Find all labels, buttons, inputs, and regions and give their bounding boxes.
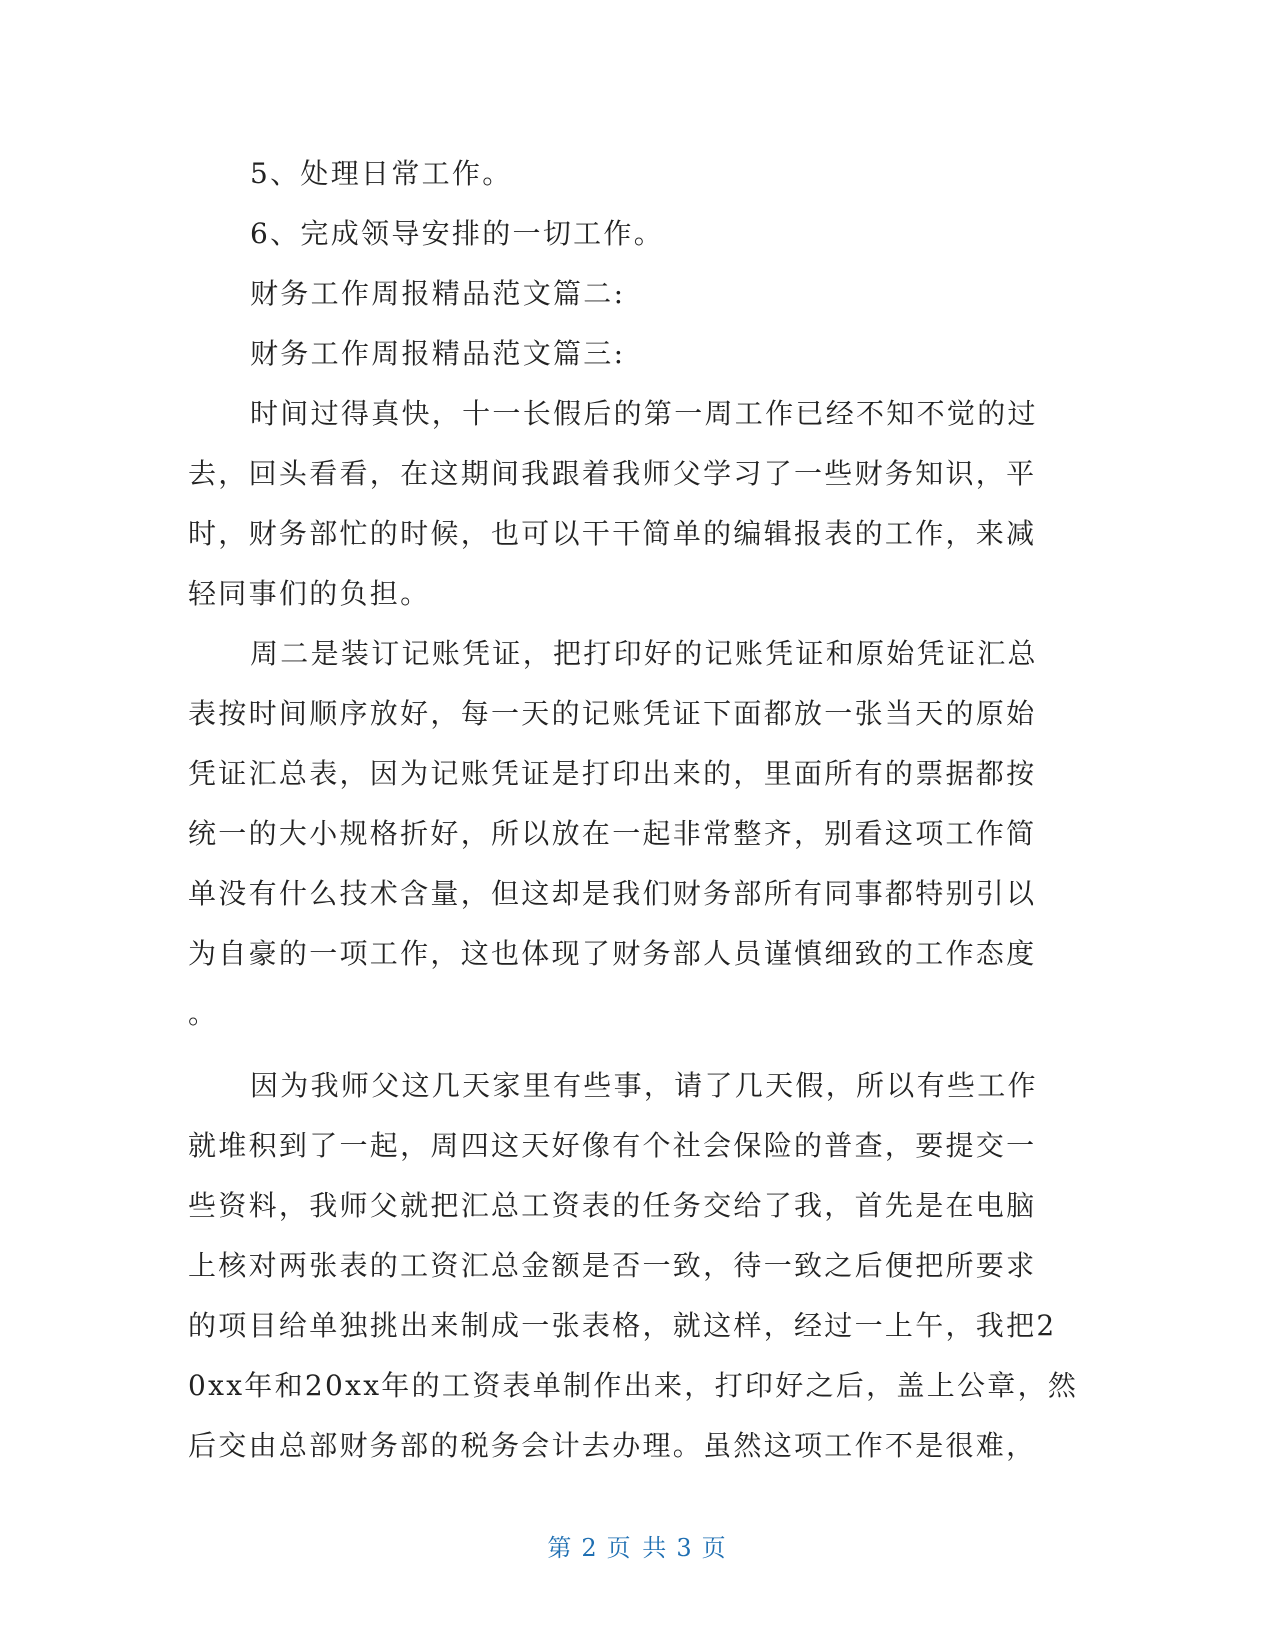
paragraph-line: 0xx年和20xx年的工资表单制作出来，打印好之后，盖上公章，然 — [188, 1369, 1079, 1402]
paragraph-line: 些资料，我师父就把汇总工资表的任务交给了我，首先是在电脑 — [188, 1189, 1037, 1222]
paragraph-line: 上核对两张表的工资汇总金额是否一致，待一致之后便把所要求 — [188, 1249, 1037, 1282]
paragraph-line: 后交由总部财务部的税务会计去办理。虽然这项工作不是很难， — [188, 1429, 1037, 1462]
paragraph-line: 的项目给单独挑出来制成一张表格，就这样，经过一上午，我把2 — [188, 1309, 1057, 1342]
paragraph-line: 轻同事们的负担。 — [188, 577, 431, 610]
paragraph-2 — [188, 624, 1068, 1044]
paragraph-line: 周二是装订记账凭证，把打印好的记账凭证和原始凭证汇总 — [250, 637, 1038, 670]
section-heading: 财务工作周报精品范文篇二: — [250, 277, 626, 310]
paragraph-line: 表按时间顺序放好，每一天的记账凭证下面都放一张当天的原始 — [188, 697, 1037, 730]
section-heading: 财务工作周报精品范文篇三: — [250, 337, 626, 370]
page-footer — [0, 1528, 1275, 1563]
footer-total-pages: 3 — [676, 1534, 694, 1562]
paragraph-line: 单没有什么技术含量，但这却是我们财务部所有同事都特别引以 — [188, 877, 1037, 910]
footer-current-page: 2 — [581, 1534, 599, 1562]
paragraph-gap — [188, 1044, 1068, 1056]
paragraph-line: 就堆积到了一起，周四这天好像有个社会保险的普查，要提交一 — [188, 1129, 1037, 1162]
document-body — [188, 144, 1079, 1476]
paragraph-line: 统一的大小规格折好，所以放在一起非常整齐，别看这项工作简 — [188, 817, 1037, 850]
paragraph-line: 。 — [188, 997, 219, 1030]
footer-suffix: 页 — [701, 1534, 728, 1562]
footer-prefix: 第 — [547, 1534, 574, 1562]
list-item: 5、处理日常工作。 — [250, 157, 513, 190]
paragraph-line: 为自豪的一项工作，这也体现了财务部人员谨慎细致的工作态度 — [188, 937, 1037, 970]
paragraph-1 — [188, 384, 1068, 624]
paragraph-line: 时间过得真快，十一长假后的第一周工作已经不知不觉的过 — [250, 397, 1038, 430]
footer-middle: 页 共 — [606, 1534, 669, 1562]
paragraph-line: 因为我师父这几天家里有些事，请了几天假，所以有些工作 — [250, 1069, 1038, 1102]
list-item: 6、完成领导安排的一切工作。 — [250, 217, 665, 250]
paragraph-line: 凭证汇总表，因为记账凭证是打印出来的，里面所有的票据都按 — [188, 757, 1037, 790]
paragraph-line: 去，回头看看，在这期间我跟着我师父学习了一些财务知识，平 — [188, 457, 1037, 490]
paragraph-line: 时，财务部忙的时候，也可以干干简单的编辑报表的工作，来减 — [188, 517, 1037, 550]
paragraph-3 — [188, 1056, 1079, 1476]
